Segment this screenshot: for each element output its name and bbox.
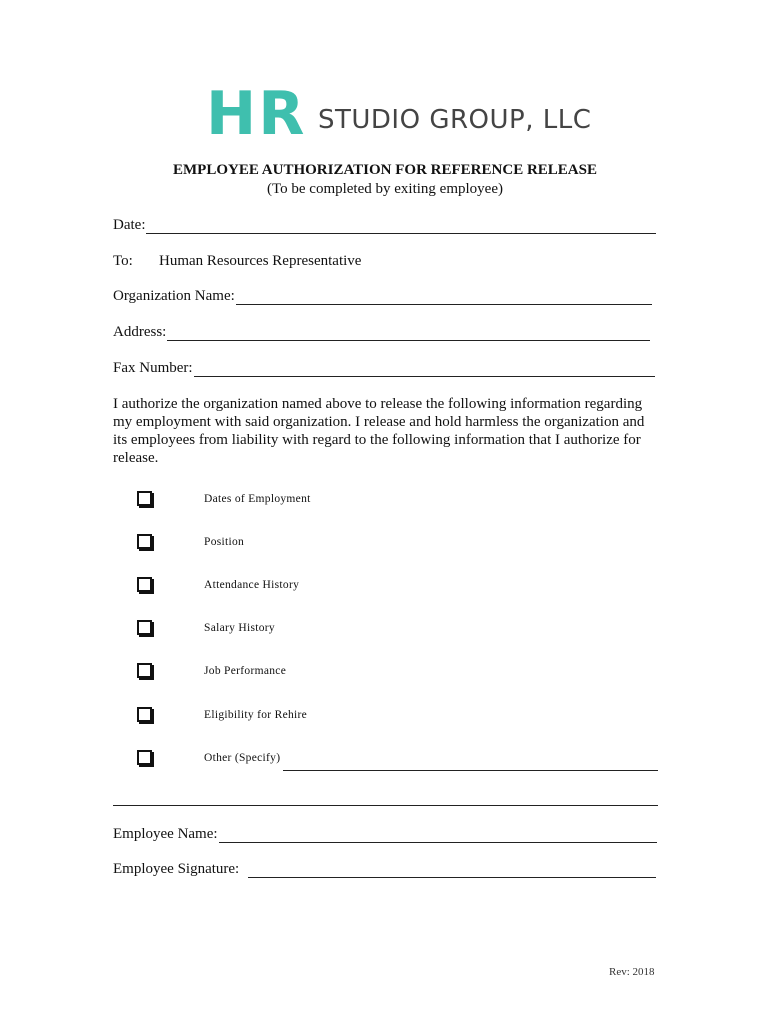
logo-company-name: STUDIO GROUP, LLC (318, 105, 592, 135)
form-title: EMPLOYEE AUTHORIZATION FOR REFERENCE RELEASE (173, 162, 597, 178)
checklist-item[interactable] (137, 491, 311, 506)
logo-hr-mark: HR (206, 79, 307, 149)
checkbox-icon[interactable] (137, 620, 152, 635)
employee-name-input-line[interactable] (219, 828, 657, 843)
checklist-label: Job Performance (204, 665, 287, 677)
checklist-item[interactable] (137, 707, 308, 722)
to-value: Human Resources Representative (159, 253, 362, 269)
fax-number-input-line[interactable] (194, 362, 655, 377)
checklist-item[interactable] (137, 620, 275, 635)
employee-signature-field[interactable] (113, 861, 656, 878)
employee-signature-input-line[interactable] (248, 863, 656, 878)
address-input-line[interactable] (167, 326, 650, 341)
checkbox-icon[interactable] (137, 707, 152, 722)
checkbox-icon[interactable] (137, 663, 152, 678)
address-field[interactable] (113, 324, 650, 341)
employee-signature-label: Employee Signature: (113, 861, 240, 877)
checkbox-icon[interactable] (137, 491, 152, 506)
checklist-label: Other (Specify) (204, 752, 281, 764)
date-input-line[interactable] (146, 219, 656, 234)
checklist-label: Salary History (204, 622, 275, 634)
checklist-label: Eligibility for Rehire (204, 709, 308, 721)
checklist-item[interactable] (137, 750, 281, 765)
employee-name-field[interactable] (113, 826, 657, 843)
date-label: Date: (113, 217, 146, 233)
checklist-item[interactable] (137, 577, 300, 592)
checklist-label: Attendance History (204, 579, 300, 591)
authorization-paragraph: I authorize the organization named above to release the following information regarding my employment with said organization. I release and hold harmless the organization and its employees from liability with regard to the following information that I authorize for release. (113, 396, 645, 466)
organization-name-input-line[interactable] (236, 290, 652, 305)
other-specify-input-line[interactable] (283, 758, 658, 771)
checkbox-icon[interactable] (137, 534, 152, 549)
organization-name-label: Organization Name: (113, 288, 235, 304)
date-field[interactable] (113, 217, 656, 234)
checklist-item[interactable] (137, 534, 245, 549)
organization-name-field[interactable] (113, 288, 652, 305)
fax-number-label: Fax Number: (113, 360, 193, 376)
to-row (113, 253, 362, 270)
revision-note: Rev: 2018 (609, 966, 655, 978)
checklist-label: Position (204, 536, 245, 548)
other-specify-continuation-line[interactable] (113, 805, 658, 806)
employee-name-label: Employee Name: (113, 826, 218, 842)
fax-number-field[interactable] (113, 360, 655, 377)
checkbox-icon[interactable] (137, 577, 152, 592)
checklist-item[interactable] (137, 663, 287, 678)
address-label: Address: (113, 324, 167, 340)
to-label: To: (113, 253, 133, 269)
checkbox-icon[interactable] (137, 750, 152, 765)
form-subtitle: (To be completed by exiting employee) (267, 181, 503, 197)
checklist-label: Dates of Employment (204, 493, 311, 505)
